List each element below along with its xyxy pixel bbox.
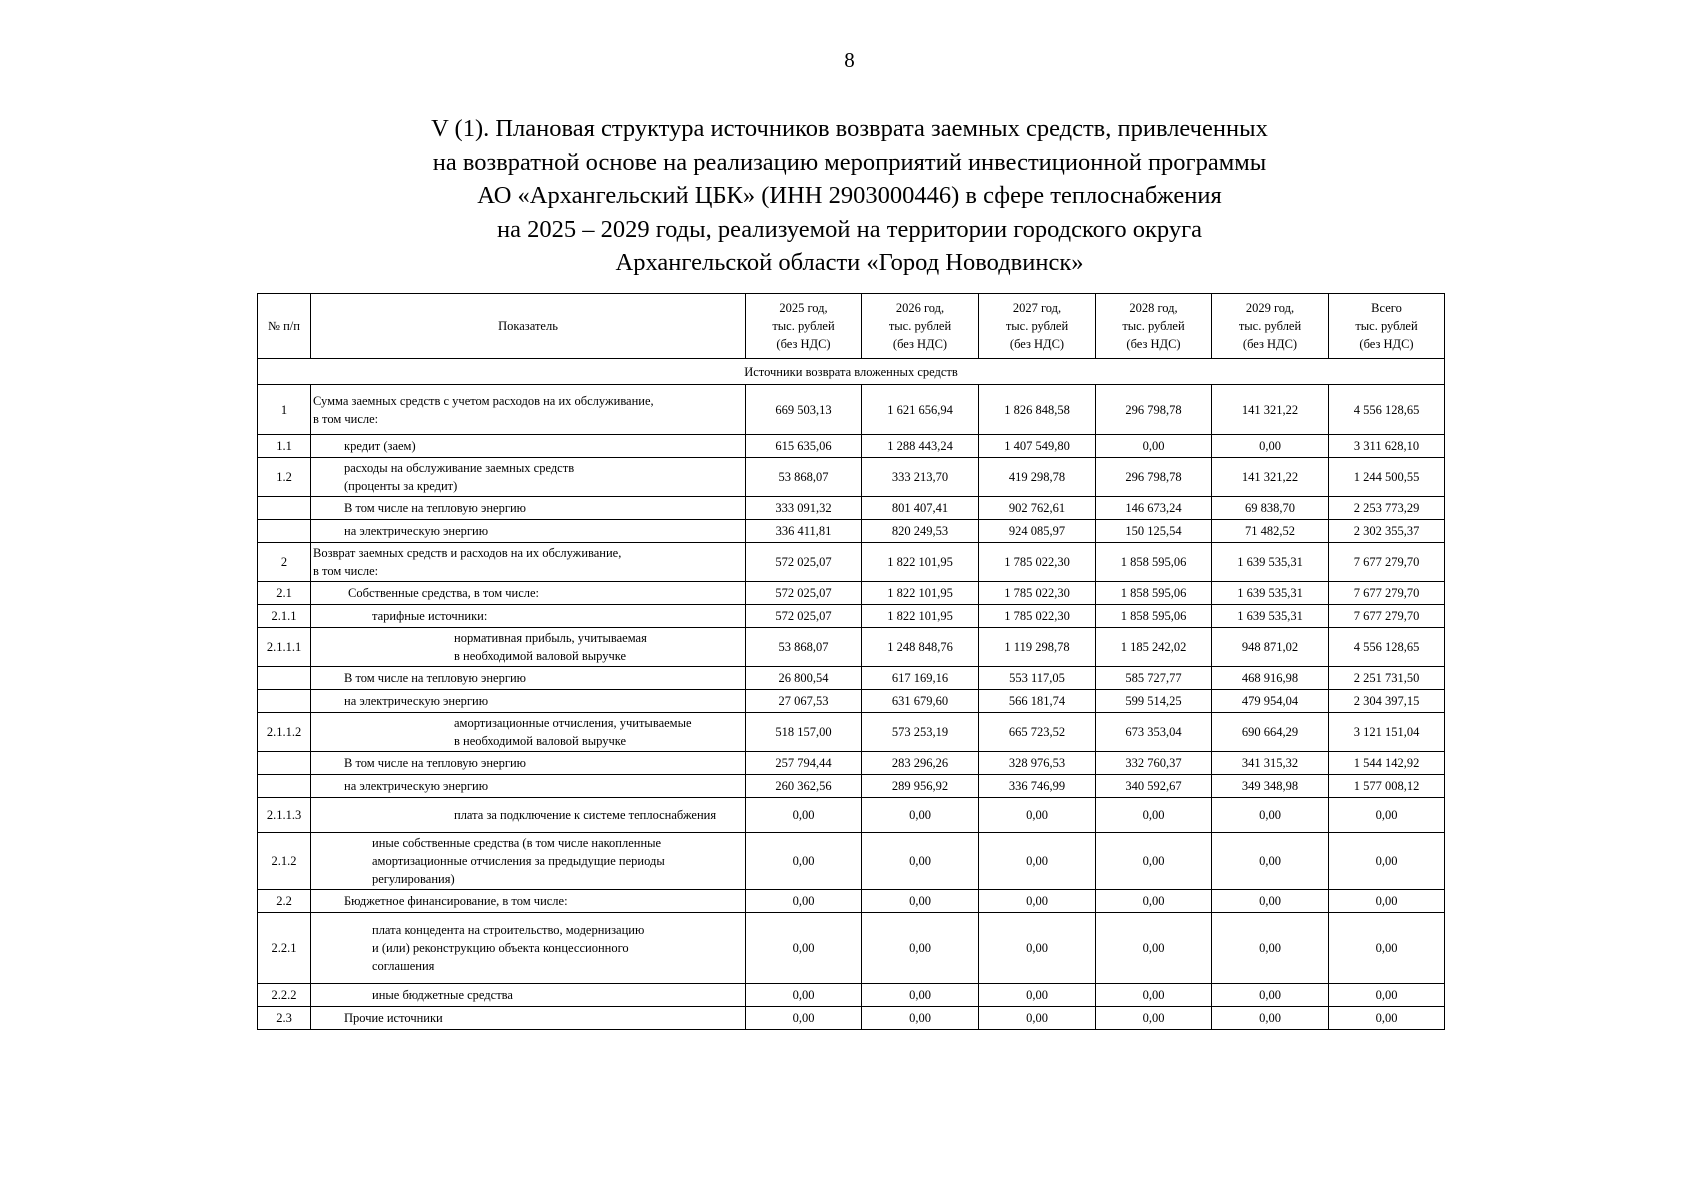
value-cell: 4 556 128,65 [1329,628,1445,667]
row-number [258,497,311,520]
row-number [258,752,311,775]
table-row [258,543,1445,582]
indicator-name: В том числе на тепловую энергию [311,667,746,690]
value-cell: 0,00 [979,984,1096,1007]
funding-sources-table [257,293,1445,1030]
value-cell: 0,00 [746,984,862,1007]
table-row [258,520,1445,543]
value-cell: 340 592,67 [1096,775,1212,798]
table-row [258,605,1445,628]
value-cell: 0,00 [1096,798,1212,833]
value-cell: 333 213,70 [862,458,979,497]
row-number [258,520,311,543]
row-number: 1.1 [258,435,311,458]
column-header: 2026 год, тыс. рублей (без НДС) [862,294,979,359]
value-cell: 669 503,13 [746,385,862,435]
value-cell: 479 954,04 [1212,690,1329,713]
indicator-name: плата за подключение к системе теплоснабжения [311,798,746,833]
value-cell: 0,00 [1212,890,1329,913]
value-cell: 1 785 022,30 [979,543,1096,582]
title-line: V (1). Плановая структура источников возврата заемных средств, привлеченных [431,115,1268,142]
row-number: 2.1.2 [258,833,311,890]
row-number: 2.2.2 [258,984,311,1007]
value-cell: 26 800,54 [746,667,862,690]
column-header: Показатель [311,294,746,359]
value-cell: 0,00 [1096,984,1212,1007]
value-cell: 0,00 [1329,984,1445,1007]
value-cell: 0,00 [746,833,862,890]
value-cell: 332 760,37 [1096,752,1212,775]
table-row [258,798,1445,833]
value-cell: 0,00 [1096,913,1212,984]
value-cell: 553 117,05 [979,667,1096,690]
indicator-name: иные собственные средства (в том числе накопленные амортизационные отчисления за предыдущие периоды регулирования) [311,833,746,890]
value-cell: 0,00 [1096,1007,1212,1030]
table-row [258,667,1445,690]
value-cell: 572 025,07 [746,543,862,582]
row-number: 2.1.1.3 [258,798,311,833]
value-cell: 0,00 [746,1007,862,1030]
indicator-name: Сумма заемных средств с учетом расходов на их обслуживание, в том числе: [311,385,746,435]
value-cell: 336 411,81 [746,520,862,543]
value-cell: 599 514,25 [1096,690,1212,713]
table-header-row [258,294,1445,359]
indicator-name: Возврат заемных средств и расходов на их обслуживание, в том числе: [311,543,746,582]
value-cell: 673 353,04 [1096,713,1212,752]
value-cell: 7 677 279,70 [1329,582,1445,605]
value-cell: 296 798,78 [1096,458,1212,497]
value-cell: 1 544 142,92 [1329,752,1445,775]
value-cell: 0,00 [862,984,979,1007]
value-cell: 924 085,97 [979,520,1096,543]
value-cell: 615 635,06 [746,435,862,458]
indicator-name: амортизационные отчисления, учитываемые в необходимой валовой выручке [311,713,746,752]
value-cell: 0,00 [1329,833,1445,890]
row-number [258,690,311,713]
column-header: 2027 год, тыс. рублей (без НДС) [979,294,1096,359]
value-cell: 572 025,07 [746,582,862,605]
value-cell: 53 868,07 [746,628,862,667]
indicator-name: нормативная прибыль, учитываемая в необходимой валовой выручке [311,628,746,667]
value-cell: 1 858 595,06 [1096,605,1212,628]
value-cell: 146 673,24 [1096,497,1212,520]
value-cell: 289 956,92 [862,775,979,798]
value-cell: 572 025,07 [746,605,862,628]
indicator-name: на электрическую энергию [311,520,746,543]
table-row [258,833,1445,890]
value-cell: 1 621 656,94 [862,385,979,435]
value-cell: 0,00 [1096,833,1212,890]
section-title: Источники возврата вложенных средств [258,359,1445,385]
table-row [258,890,1445,913]
column-header: 2025 год, тыс. рублей (без НДС) [746,294,862,359]
value-cell: 341 315,32 [1212,752,1329,775]
value-cell: 0,00 [1212,435,1329,458]
value-cell: 0,00 [1212,984,1329,1007]
indicator-name: Собственные средства, в том числе: [311,582,746,605]
table-row [258,913,1445,984]
row-number: 2.2.1 [258,913,311,984]
table-row [258,752,1445,775]
table-row [258,1007,1445,1030]
value-cell: 27 067,53 [746,690,862,713]
value-cell: 0,00 [1212,913,1329,984]
title-line: АО «Архангельский ЦБК» (ИНН 2903000446) в сфере теплоснабжения [477,182,1222,209]
value-cell: 0,00 [862,833,979,890]
value-cell: 820 249,53 [862,520,979,543]
value-cell: 1 244 500,55 [1329,458,1445,497]
value-cell: 7 677 279,70 [1329,605,1445,628]
indicator-name: Бюджетное финансирование, в том числе: [311,890,746,913]
value-cell: 0,00 [1329,798,1445,833]
value-cell: 518 157,00 [746,713,862,752]
value-cell: 7 677 279,70 [1329,543,1445,582]
value-cell: 0,00 [862,798,979,833]
value-cell: 3 121 151,04 [1329,713,1445,752]
table-row [258,458,1445,497]
value-cell: 1 577 008,12 [1329,775,1445,798]
value-cell: 690 664,29 [1212,713,1329,752]
page-number: 8 [844,48,855,72]
indicator-name: на электрическую энергию [311,775,746,798]
column-header: 2028 год, тыс. рублей (без НДС) [1096,294,1212,359]
value-cell: 1 119 298,78 [979,628,1096,667]
value-cell: 0,00 [1212,798,1329,833]
value-cell: 573 253,19 [862,713,979,752]
value-cell: 0,00 [979,890,1096,913]
indicator-name: на электрическую энергию [311,690,746,713]
row-number: 2.1.1.1 [258,628,311,667]
row-number [258,667,311,690]
value-cell: 283 296,26 [862,752,979,775]
table-row [258,628,1445,667]
row-number: 2.3 [258,1007,311,1030]
value-cell: 0,00 [979,913,1096,984]
indicator-name: кредит (заем) [311,435,746,458]
value-cell: 0,00 [862,890,979,913]
table-row [258,984,1445,1007]
value-cell: 1 185 242,02 [1096,628,1212,667]
value-cell: 2 251 731,50 [1329,667,1445,690]
value-cell: 2 304 397,15 [1329,690,1445,713]
table-row [258,690,1445,713]
value-cell: 0,00 [746,798,862,833]
value-cell: 0,00 [746,890,862,913]
value-cell: 801 407,41 [862,497,979,520]
value-cell: 1 858 595,06 [1096,543,1212,582]
row-number: 2.1.1 [258,605,311,628]
indicator-name: В том числе на тепловую энергию [311,497,746,520]
value-cell: 0,00 [979,798,1096,833]
value-cell: 2 302 355,37 [1329,520,1445,543]
value-cell: 3 311 628,10 [1329,435,1445,458]
value-cell: 1 858 595,06 [1096,582,1212,605]
value-cell: 328 976,53 [979,752,1096,775]
value-cell: 257 794,44 [746,752,862,775]
value-cell: 902 762,61 [979,497,1096,520]
column-header: Всего тыс. рублей (без НДС) [1329,294,1445,359]
value-cell: 419 298,78 [979,458,1096,497]
row-number: 1.2 [258,458,311,497]
indicator-name: иные бюджетные средства [311,984,746,1007]
row-number: 2 [258,543,311,582]
indicator-name: плата концедента на строительство, модернизацию и (или) реконструкцию объекта концессионного соглашения [311,913,746,984]
value-cell: 0,00 [1096,435,1212,458]
indicator-name: Прочие источники [311,1007,746,1030]
value-cell: 0,00 [979,1007,1096,1030]
value-cell: 141 321,22 [1212,385,1329,435]
column-header: № п/п [258,294,311,359]
value-cell: 336 746,99 [979,775,1096,798]
value-cell: 1 288 443,24 [862,435,979,458]
value-cell: 260 362,56 [746,775,862,798]
value-cell: 0,00 [1096,890,1212,913]
value-cell: 631 679,60 [862,690,979,713]
value-cell: 665 723,52 [979,713,1096,752]
document-title [0,112,1699,280]
indicator-name: В том числе на тепловую энергию [311,752,746,775]
value-cell: 468 916,98 [1212,667,1329,690]
value-cell: 585 727,77 [1096,667,1212,690]
value-cell: 71 482,52 [1212,520,1329,543]
value-cell: 296 798,78 [1096,385,1212,435]
value-cell: 0,00 [1329,1007,1445,1030]
value-cell: 0,00 [1329,890,1445,913]
value-cell: 1 407 549,80 [979,435,1096,458]
value-cell: 0,00 [862,913,979,984]
value-cell: 566 181,74 [979,690,1096,713]
row-number: 2.2 [258,890,311,913]
column-header: 2029 год, тыс. рублей (без НДС) [1212,294,1329,359]
value-cell: 349 348,98 [1212,775,1329,798]
table-row [258,497,1445,520]
value-cell: 1 826 848,58 [979,385,1096,435]
value-cell: 0,00 [1212,833,1329,890]
value-cell: 53 868,07 [746,458,862,497]
value-cell: 333 091,32 [746,497,862,520]
value-cell: 1 785 022,30 [979,605,1096,628]
value-cell: 0,00 [1329,913,1445,984]
row-number: 2.1 [258,582,311,605]
value-cell: 150 125,54 [1096,520,1212,543]
title-line: на 2025 – 2029 годы, реализуемой на территории городского округа [496,215,1203,243]
table-row [258,385,1445,435]
indicator-name: тарифные источники: [311,605,746,628]
table-row [258,775,1445,798]
value-cell: 0,00 [979,833,1096,890]
value-cell: 1 822 101,95 [862,582,979,605]
value-cell: 69 838,70 [1212,497,1329,520]
row-number: 2.1.1.2 [258,713,311,752]
value-cell: 1 639 535,31 [1212,605,1329,628]
table-row [258,435,1445,458]
value-cell: 1 248 848,76 [862,628,979,667]
table-row [258,713,1445,752]
value-cell: 1 639 535,31 [1212,582,1329,605]
section-row [258,359,1445,385]
value-cell: 1 785 022,30 [979,582,1096,605]
table-row [258,582,1445,605]
row-number: 1 [258,385,311,435]
value-cell: 4 556 128,65 [1329,385,1445,435]
value-cell: 617 169,16 [862,667,979,690]
indicator-name: расходы на обслуживание заемных средств (проценты за кредит) [311,458,746,497]
row-number [258,775,311,798]
title-line: на возвратной основе на реализацию мероприятий инвестиционной программы [432,148,1267,176]
value-cell: 2 253 773,29 [1329,497,1445,520]
value-cell: 0,00 [746,913,862,984]
value-cell: 948 871,02 [1212,628,1329,667]
value-cell: 1 822 101,95 [862,543,979,582]
value-cell: 1 822 101,95 [862,605,979,628]
value-cell: 0,00 [862,1007,979,1030]
value-cell: 141 321,22 [1212,458,1329,497]
value-cell: 0,00 [1212,1007,1329,1030]
title-line: Архангельской области «Город Новодвинск» [615,249,1084,276]
value-cell: 1 639 535,31 [1212,543,1329,582]
